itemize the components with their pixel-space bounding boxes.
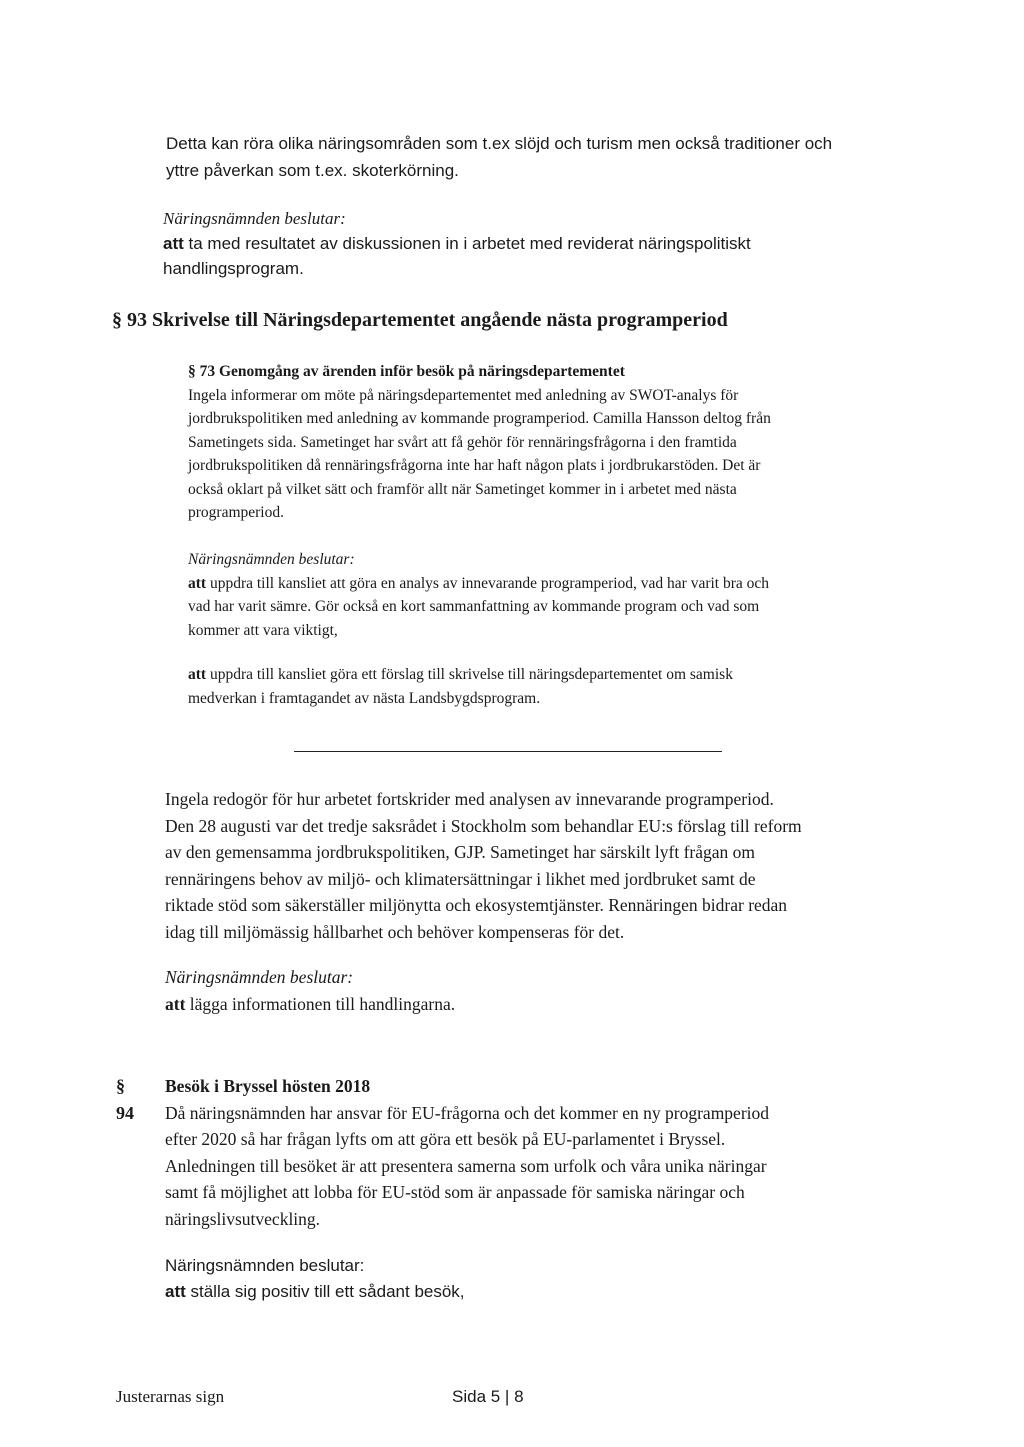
decision-4-line-1: ställa sig positiv till ett sådant besök, xyxy=(185,1282,465,1301)
decision-73b-line-2: medverkan i framtagandet av nästa Landsbygdsprogram. xyxy=(188,689,541,707)
decision-3-line-1: lägga informationen till handlingarna. xyxy=(185,993,456,1014)
ingela-line-3: av den gemensamma jordbrukspolitiken, GJP. Sametinget har särskilt lyft frågan om xyxy=(165,842,756,862)
decision-73 xyxy=(188,548,769,642)
section-93-heading xyxy=(112,309,728,332)
decision-1-line-1: ta med resultatet av diskussionen in i arbetet med reviderat näringspolitiskt xyxy=(183,234,751,253)
decision-3-heading: Näringsnämnden beslutar: xyxy=(165,967,354,987)
footer-signature-label: Justerarnas sign xyxy=(116,1387,225,1406)
section-73-line-5: också oklart på vilket sätt och framför allt när Sametinget kommer in i arbetet med nästa xyxy=(188,480,737,498)
decision-73-heading: Näringsnämnden beslutar: xyxy=(188,551,355,568)
decision-4-heading: Näringsnämnden beslutar: xyxy=(165,1256,365,1275)
section-94-title: Besök i Bryssel hösten 2018 xyxy=(165,1076,371,1096)
ingela-line-4: rennäringens behov av miljö- och klimatersättningar i likhet med jordbruket samt de xyxy=(165,868,756,889)
decision-73b-line-1: uppdra till kansliet göra ett förslag till skrivelse till näringsdepartementet om samisk xyxy=(206,666,733,683)
section-93-title: Skrivelse till Näringsdepartementet angående nästa programperiod xyxy=(152,309,728,331)
decision-73-line-1: uppdra till kansliet att göra en analys av innevarande programperiod, vad har varit bra och xyxy=(206,574,770,592)
ingela-paragraph xyxy=(165,786,802,945)
decision-3-att: att xyxy=(165,993,186,1014)
section-73-title: § 73 Genomgång av ärenden inför besök på näringsdepartementet xyxy=(188,363,625,380)
decision-73b-att: att xyxy=(188,666,207,683)
section-94-line-4: samt få möjlighet att lobba för EU-stöd som är anpassade för samiska näringar och xyxy=(165,1182,745,1202)
section-73-line-1: Ingela informerar om möte på näringsdepartementet med anledning av SWOT-analys för xyxy=(188,386,739,404)
section-73-line-2: jordbrukspolitiken med anledning av kommande programperiod. Camilla Hansson deltog från xyxy=(188,410,771,427)
section-94-line-2: efter 2020 så har frågan lyfts om att göra ett besök på EU-parlamentet i Bryssel. xyxy=(165,1129,726,1149)
section-94-line-1: Då näringsnämnden har ansvar för EU-frågorna och det kommer en ny programperiod xyxy=(165,1102,770,1123)
section-73 xyxy=(188,360,771,525)
section-73-line-4: jordbrukspolitiken då rennäringsfrågorna inte har haft någon plats i jordbrukarstöden. Det är xyxy=(188,457,761,474)
ingela-line-5: riktade stöd som säkerställer miljönytta och ekosystemtjänster. Rennäringen bidrar redan xyxy=(165,895,788,915)
section-94-body xyxy=(165,1073,769,1232)
ingela-line-2: Den 28 augusti var det tredje saksrådet i Stockholm som behandlar EU:s förslag till reform xyxy=(165,815,802,836)
ingela-line-1: Ingela redogör för hur arbetet fortskrider med analysen av innevarande programperiod. xyxy=(165,789,774,809)
decision-1-heading: Näringsnämnden beslutar: xyxy=(163,209,346,228)
section-94-line-5: näringslivsutveckling. xyxy=(165,1208,321,1229)
decision-73-line-2: vad har varit sämre. Gör också en kort sammanfattning av kommande program och vad som xyxy=(188,598,760,615)
decision-1-att: att xyxy=(163,234,184,253)
decision-73-second xyxy=(188,663,733,710)
decision-4 xyxy=(165,1253,465,1305)
intro-line-2: yttre påverkan som t.ex. skoterkörning. xyxy=(166,161,459,180)
intro-paragraph xyxy=(166,130,832,184)
section-94-number: § 94 xyxy=(116,1076,134,1123)
decision-4-att: att xyxy=(165,1282,186,1301)
decision-73-att: att xyxy=(188,574,207,592)
intro-line-1: Detta kan röra olika näringsområden som t.ex slöjd och turism men också traditioner och xyxy=(166,134,833,153)
decision-73-line-3: kommer att vara viktigt, xyxy=(188,621,338,639)
footer-page-number: Sida 5 | 8 xyxy=(452,1387,524,1406)
decision-1 xyxy=(163,206,751,281)
section-94-line-3: Anledningen till besöket är att presentera samerna som urfolk och våra unika näringar xyxy=(165,1155,767,1176)
decision-3 xyxy=(165,964,455,1017)
section-73-line-3: Sametingets sida. Sametinget har svårt att få gehör för rennäringsfrågorna i den framtida xyxy=(188,433,737,451)
ingela-line-6: idag till miljömässig hållbarhet och behöver kompenseras för det. xyxy=(165,921,625,942)
section-73-line-6: programperiod. xyxy=(188,504,284,521)
section-93-number: § 93 xyxy=(112,309,147,331)
separator-line xyxy=(294,751,722,752)
decision-1-line-2: handlingsprogram. xyxy=(163,259,304,278)
